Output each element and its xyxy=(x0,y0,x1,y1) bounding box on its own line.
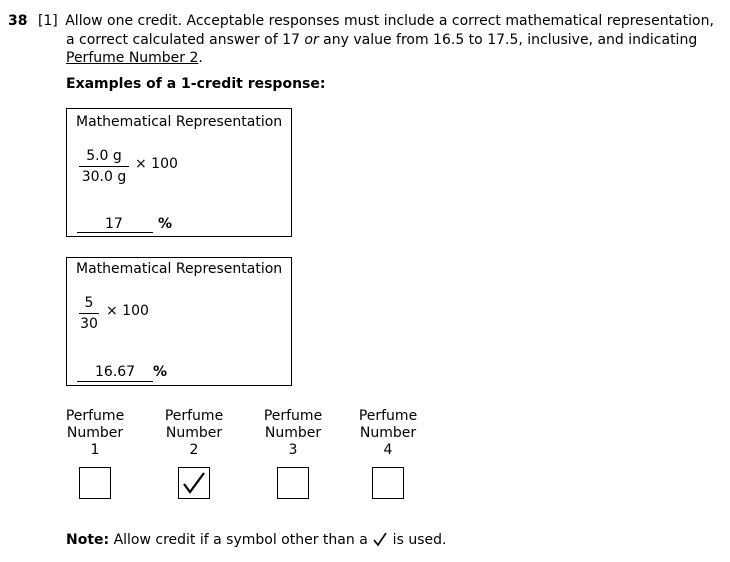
answer-blank-line xyxy=(77,381,153,382)
perfume-option-1 xyxy=(55,408,135,459)
number-label: Number xyxy=(359,425,417,441)
rubric-line-2 xyxy=(66,32,697,48)
example-1-title: Mathematical Representation xyxy=(76,114,283,130)
answer-blank-line xyxy=(77,232,153,233)
rubric-line-1: Allow one credit. Acceptable responses must include a correct mathematical representation, xyxy=(65,13,714,29)
checkmark-icon xyxy=(372,531,388,547)
fraction-numerator: 5 xyxy=(84,295,94,311)
fraction-denominator: 30.0 g xyxy=(79,166,129,185)
number-label: Number xyxy=(264,425,322,441)
item-number: 38 xyxy=(8,13,28,29)
perfume-label: Perfume xyxy=(65,408,125,424)
perfume-option-2 xyxy=(154,408,234,459)
checkmark-icon xyxy=(181,470,207,496)
example-2-percent: % xyxy=(153,364,168,380)
example-2-fraction xyxy=(79,295,99,332)
perfume-label: Perfume xyxy=(358,408,418,424)
example-1-fraction xyxy=(79,148,129,185)
number-label: Number xyxy=(66,425,124,441)
note-label: Note: xyxy=(66,532,110,548)
perfume-option-3 xyxy=(253,408,333,459)
example-1-box xyxy=(66,108,292,237)
fraction-numerator: 5.0 g xyxy=(86,148,122,164)
example-1-multiplier: × 100 xyxy=(135,156,178,172)
perfume-number: 1 xyxy=(90,442,100,458)
fraction-denominator: 30 xyxy=(79,313,99,332)
note xyxy=(66,531,446,548)
perfume-label: Perfume xyxy=(263,408,323,424)
perfume-number: 3 xyxy=(288,442,298,458)
rubric-period: . xyxy=(198,50,203,66)
perfume-2-checkbox[interactable] xyxy=(178,467,210,499)
rubric-text: a correct calculated answer of 17 xyxy=(66,32,305,48)
perfume-4-checkbox[interactable] xyxy=(372,467,404,499)
rubric-text: any value from 16.5 to 17.5, inclusive, and indicating xyxy=(318,32,698,48)
item-header xyxy=(8,13,714,29)
example-1-answer: 17 xyxy=(105,216,123,232)
perfume-label: Perfume xyxy=(164,408,224,424)
perfume-option-4 xyxy=(348,408,428,459)
perfume-number: 2 xyxy=(189,442,199,458)
rubric-line-3 xyxy=(66,50,203,66)
credit-value: [1] xyxy=(37,13,58,29)
example-2-multiplier: × 100 xyxy=(106,303,149,319)
note-text-end: is used. xyxy=(388,532,447,548)
examples-heading: Examples of a 1-credit response: xyxy=(66,76,326,92)
example-2-answer: 16.67 xyxy=(95,364,136,380)
perfume-1-checkbox[interactable] xyxy=(79,467,111,499)
number-label: Number xyxy=(165,425,223,441)
example-2-box xyxy=(66,257,292,386)
rubric-or: or xyxy=(304,32,319,48)
perfume-3-checkbox[interactable] xyxy=(277,467,309,499)
example-2-title: Mathematical Representation xyxy=(76,261,283,277)
perfume-number-2-reference: Perfume Number 2 xyxy=(66,50,199,66)
note-text: Allow credit if a symbol other than a xyxy=(109,532,373,548)
example-1-percent: % xyxy=(158,216,173,232)
perfume-number: 4 xyxy=(383,442,393,458)
